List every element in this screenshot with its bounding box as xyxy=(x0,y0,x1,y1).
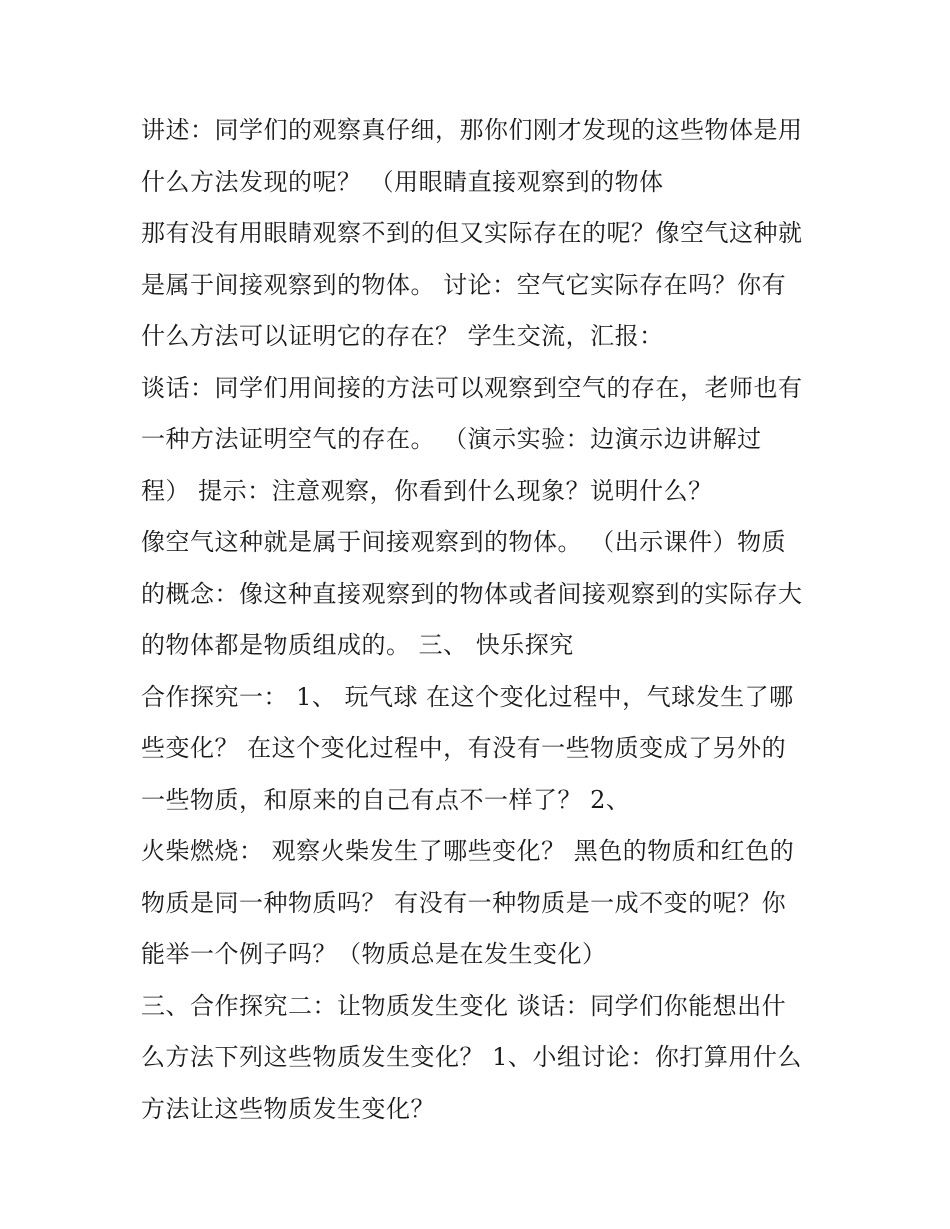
text-line: 火柴燃烧： 观察火柴发生了哪些变化？ 黑色的物质和红色的 xyxy=(141,837,795,865)
text-line: 的物体都是物质组成的。 三、 快乐探究 xyxy=(141,631,574,659)
text-line: 能举一个例子吗？（物质总是在发生变化） xyxy=(141,940,607,968)
text-line: 方法让这些物质发生变化？ xyxy=(141,1094,435,1123)
text-line: 三、合作探究二：让物质发生变化 谈话：同学们你能想出什 xyxy=(141,991,787,1020)
text-line: 的概念：像这种直接观察到的物体或者间接观察到的实际存大 xyxy=(141,579,803,608)
text-line: 像空气这种就是属于间接观察到的物体。 （出示课件）物质 xyxy=(141,528,787,556)
text-line: 么方法下列这些物质发生变化？ 1、小组讨论：你打算用什么 xyxy=(141,1043,802,1071)
text-line: 那有没有用眼睛观察不到的但又实际存在的呢？像空气这种就 xyxy=(141,219,803,247)
text-line: 些变化？ 在这个变化过程中，有没有一些物质变成了另外的 xyxy=(141,734,787,762)
text-line: 一些物质，和原来的自己有点不一样了？ 2、 xyxy=(141,785,631,814)
text-line: 什么方法可以证明它的存在？ 学生交流，汇报： xyxy=(141,322,664,350)
text-line: 一种方法证明空气的存在。 （演示实验：边演示边讲解过 xyxy=(141,425,762,453)
text-line: 什么方法发现的呢？ （用眼睛直接观察到的物体 xyxy=(141,167,664,196)
text-line: 物质是同一种物质吗？ 有没有一种物质是一成不变的呢？你 xyxy=(141,888,787,917)
text-line: 讲述：同学们的观察真仔细，那你们刚才发现的这些物体是用 xyxy=(141,116,803,144)
text-line: 合作探究一： 1、 玩气球 在这个变化过程中，气球发生了哪 xyxy=(141,682,794,711)
document-body xyxy=(141,105,821,1135)
text-line: 谈话：同学们用间接的方法可以观察到空气的存在，老师也有 xyxy=(141,373,803,402)
text-line: 程） 提示：注意观察，你看到什么现象？说明什么？ xyxy=(141,476,713,505)
text-line: 是属于间接观察到的物体。 讨论：空气它实际存在吗？你有 xyxy=(141,270,787,299)
